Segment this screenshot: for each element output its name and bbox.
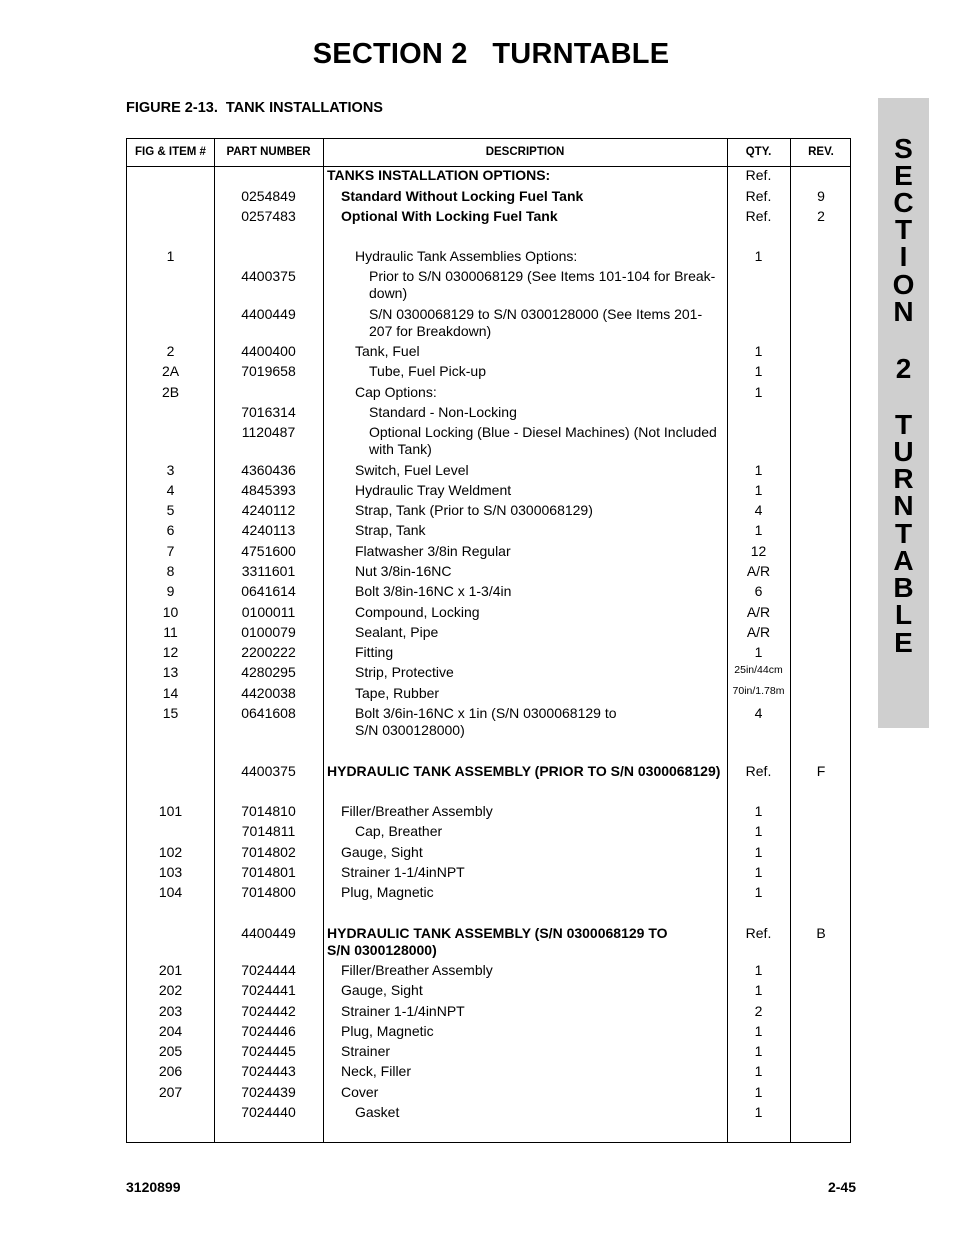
cell-fig-item: 202 (158, 982, 183, 998)
cell-part-number: 4845393 (241, 482, 296, 498)
cell-qty: Ref. (745, 925, 772, 941)
cell-part-number: 7014802 (241, 844, 296, 860)
cell-qty: 1 (754, 343, 763, 359)
cell-fig-item: 207 (158, 1084, 183, 1100)
cell-part-number: 3311601 (241, 563, 296, 579)
cell-part-number: 7024445 (241, 1043, 296, 1059)
cell-qty: 1 (754, 823, 763, 839)
cell-description: Hydraulic Tank Assemblies Options: (355, 248, 578, 264)
cell-description: Standard - Non-Locking (369, 404, 517, 420)
cell-part-number: 7024442 (241, 1003, 296, 1019)
cell-description: Strainer 1-1/4inNPT (341, 864, 465, 880)
cell-description: Gauge, Sight (341, 982, 423, 998)
cell-part-number: 0100011 (241, 604, 296, 620)
side-tab-letter: O (892, 269, 915, 300)
cell-qty: 1 (754, 482, 763, 498)
header-fig-item: FIG & ITEM # (135, 146, 206, 158)
cell-qty: 1 (754, 644, 763, 660)
cell-qty: 1 (754, 803, 763, 819)
header-part-number: PART NUMBER (226, 146, 311, 158)
cell-part-number: 7024439 (241, 1084, 296, 1100)
header-qty: QTY. (745, 146, 772, 158)
cell-part-number: 4400400 (241, 343, 296, 359)
cell-part-number: 1120487 (241, 424, 296, 440)
cell-fig-item: 2B (161, 384, 180, 400)
cell-qty: A/R (746, 604, 771, 620)
cell-part-number: 4400449 (241, 925, 296, 941)
cell-description: Flatwasher 3/8in Regular (355, 543, 511, 559)
cell-description: Standard Without Locking Fuel Tank (341, 188, 584, 204)
page-number: 2-45 (827, 1179, 856, 1195)
side-tab-letter: B (893, 572, 914, 603)
cell-qty: 1 (754, 864, 763, 880)
figure-title: FIGURE 2-13. TANK INSTALLATIONS (126, 100, 383, 116)
document-number: 3120899 (126, 1179, 181, 1195)
cell-fig-item: 15 (162, 705, 179, 721)
cell-qty: 1 (754, 384, 763, 400)
cell-qty: 1 (754, 1063, 763, 1079)
cell-fig-item: 13 (162, 664, 179, 680)
cell-description: Strap, Tank (Prior to S/N 0300068129) (355, 502, 593, 518)
cell-description: Tube, Fuel Pick-up (369, 363, 486, 379)
cell-part-number: 0254849 (241, 188, 296, 204)
cell-qty: A/R (746, 563, 771, 579)
cell-description: Cap, Breather (355, 823, 443, 839)
cell-fig-item: 14 (162, 685, 179, 701)
cell-part-number: 7016314 (241, 404, 296, 420)
cell-description: Plug, Magnetic (341, 884, 434, 900)
cell-description: Tank, Fuel (355, 343, 420, 359)
cell-rev: B (816, 925, 826, 941)
cell-qty: 12 (750, 543, 767, 559)
cell-qty: 25in/44cm (734, 664, 783, 676)
cell-part-number: 7024440 (241, 1104, 296, 1120)
cell-part-number: 4240112 (241, 502, 296, 518)
cell-fig-item: 9 (166, 583, 175, 599)
cell-part-number: 7024444 (241, 962, 296, 978)
column-divider (790, 139, 791, 1142)
cell-part-number: 4360436 (241, 462, 296, 478)
side-tab-letter: L (894, 599, 913, 630)
cell-part-number: 4420038 (241, 685, 296, 701)
side-tab-letter: U (893, 436, 914, 467)
side-tab-letter: S (894, 133, 913, 164)
cell-fig-item: 6 (166, 522, 175, 538)
header-description: DESCRIPTION (485, 146, 565, 158)
column-divider (323, 139, 324, 1142)
cell-description: Cover (341, 1084, 379, 1100)
cell-qty: 4 (754, 502, 763, 518)
cell-description: S/N 0300068129 to S/N 0300128000 (See Items 201- 207 for Breakdown) (369, 306, 703, 339)
cell-fig-item: 1 (166, 248, 175, 264)
cell-description: Nut 3/8in-16NC (355, 563, 452, 579)
cell-description: HYDRAULIC TANK ASSEMBLY (S/N 0300068129 TO S/N 0300128000) (327, 925, 668, 958)
side-tab-letter: A (893, 545, 914, 576)
cell-description: Strainer 1-1/4inNPT (341, 1003, 465, 1019)
cell-qty: Ref. (745, 167, 772, 183)
cell-description: Gauge, Sight (341, 844, 423, 860)
cell-description: Tape, Rubber (355, 685, 440, 701)
side-tab-letter: 2 (895, 353, 912, 384)
cell-fig-item: 104 (158, 884, 183, 900)
side-tab-letter: E (894, 160, 913, 191)
cell-part-number: 0100079 (241, 624, 296, 640)
cell-qty: 1 (754, 982, 763, 998)
cell-fig-item: 8 (166, 563, 175, 579)
side-tab-letter: T (894, 214, 913, 245)
cell-fig-item: 10 (162, 604, 179, 620)
cell-qty: 1 (754, 1104, 763, 1120)
cell-part-number: 7024446 (241, 1023, 296, 1039)
cell-description: Bolt 3/6in-16NC x 1in (S/N 0300068129 to S/N 0300128000) (355, 705, 617, 738)
cell-qty: Ref. (745, 188, 772, 204)
cell-fig-item: 203 (158, 1003, 183, 1019)
cell-description: HYDRAULIC TANK ASSEMBLY (PRIOR TO S/N 0300068129) (327, 763, 721, 779)
cell-qty: 1 (754, 462, 763, 478)
cell-fig-item: 103 (158, 864, 183, 880)
cell-part-number: 0641608 (241, 705, 296, 721)
cell-qty: 1 (754, 1043, 763, 1059)
cell-description: Prior to S/N 0300068129 (See Items 101-104 for Break- down) (369, 268, 716, 301)
cell-part-number: 2200222 (241, 644, 296, 660)
cell-qty: 1 (754, 962, 763, 978)
cell-description: Switch, Fuel Level (355, 462, 469, 478)
cell-part-number: 0257483 (241, 208, 296, 224)
header-rev: REV. (808, 146, 834, 158)
side-tab-letter: I (899, 241, 908, 272)
cell-description: Gasket (355, 1104, 400, 1120)
cell-qty: 1 (754, 884, 763, 900)
cell-qty: 1 (754, 1084, 763, 1100)
cell-qty: A/R (746, 624, 771, 640)
cell-rev: 9 (817, 188, 825, 204)
cell-part-number: 7019658 (241, 363, 296, 379)
cell-qty: 1 (754, 522, 763, 538)
cell-qty: 70in/1.78m (732, 685, 785, 697)
cell-part-number: 4400449 (241, 306, 296, 322)
cell-description: Plug, Magnetic (341, 1023, 434, 1039)
cell-qty: Ref. (745, 763, 772, 779)
cell-part-number: 4751600 (241, 543, 296, 559)
cell-fig-item: 205 (158, 1043, 183, 1059)
cell-fig-item: 204 (158, 1023, 183, 1039)
cell-part-number: 7014801 (241, 864, 296, 880)
cell-description: Bolt 3/8in-16NC x 1-3/4in (355, 583, 512, 599)
cell-part-number: 7014800 (241, 884, 296, 900)
cell-description: Optional With Locking Fuel Tank (341, 208, 558, 224)
side-tab-letter: N (893, 490, 914, 521)
cell-fig-item: 201 (158, 962, 183, 978)
side-tab-letter: C (893, 187, 914, 218)
cell-description: Compound, Locking (355, 604, 480, 620)
cell-description: Filler/Breather Assembly (341, 803, 493, 819)
cell-part-number: 0641614 (241, 583, 296, 599)
cell-description: Strip, Protective (355, 664, 454, 680)
cell-qty: 4 (754, 705, 763, 721)
side-tab-letter: T (894, 518, 913, 549)
cell-qty: Ref. (745, 208, 772, 224)
section-side-tab (878, 98, 929, 728)
cell-description: Hydraulic Tray Weldment (355, 482, 512, 498)
cell-fig-item: 5 (166, 502, 175, 518)
cell-part-number: 4400375 (241, 268, 296, 284)
cell-part-number: 7024443 (241, 1063, 296, 1079)
cell-part-number: 7014810 (241, 803, 296, 819)
cell-qty: 1 (754, 1023, 763, 1039)
cell-fig-item: 101 (158, 803, 183, 819)
cell-qty: 6 (754, 583, 763, 599)
cell-description: Cap Options: (355, 384, 437, 400)
side-tab-letter: E (894, 627, 913, 658)
cell-qty: 1 (754, 363, 763, 379)
cell-part-number: 4280295 (241, 664, 296, 680)
cell-description: Fitting (355, 644, 394, 660)
side-tab-letter: N (893, 296, 914, 327)
cell-rev: 2 (817, 208, 825, 224)
cell-fig-item: 2A (161, 363, 180, 379)
cell-fig-item: 4 (166, 482, 175, 498)
cell-fig-item: 12 (162, 644, 179, 660)
cell-description: Filler/Breather Assembly (341, 962, 493, 978)
cell-description: Strainer (341, 1043, 391, 1059)
cell-part-number: 7014811 (241, 823, 296, 839)
cell-fig-item: 206 (158, 1063, 183, 1079)
cell-fig-item: 102 (158, 844, 183, 860)
cell-description: Sealant, Pipe (355, 624, 439, 640)
side-tab-letter: T (894, 409, 913, 440)
cell-part-number: 4400375 (241, 763, 296, 779)
cell-part-number: 4240113 (241, 522, 296, 538)
parts-table (126, 138, 851, 1143)
cell-fig-item: 2 (166, 343, 175, 359)
cell-description: Neck, Filler (341, 1063, 412, 1079)
cell-description: Optional Locking (Blue - Diesel Machines) (Not Included with Tank) (369, 424, 717, 457)
cell-qty: 1 (754, 248, 763, 264)
cell-description: TANKS INSTALLATION OPTIONS: (327, 167, 551, 183)
side-tab-letter: R (893, 463, 914, 494)
cell-description: Strap, Tank (355, 522, 426, 538)
cell-fig-item: 7 (166, 543, 175, 559)
cell-fig-item: 11 (163, 624, 178, 640)
cell-part-number: 7024441 (241, 982, 296, 998)
cell-qty: 2 (754, 1003, 763, 1019)
cell-fig-item: 3 (166, 462, 175, 478)
cell-qty: 1 (754, 844, 763, 860)
section-title: SECTION 2 TURNTABLE (312, 38, 670, 70)
cell-rev: F (816, 763, 826, 779)
